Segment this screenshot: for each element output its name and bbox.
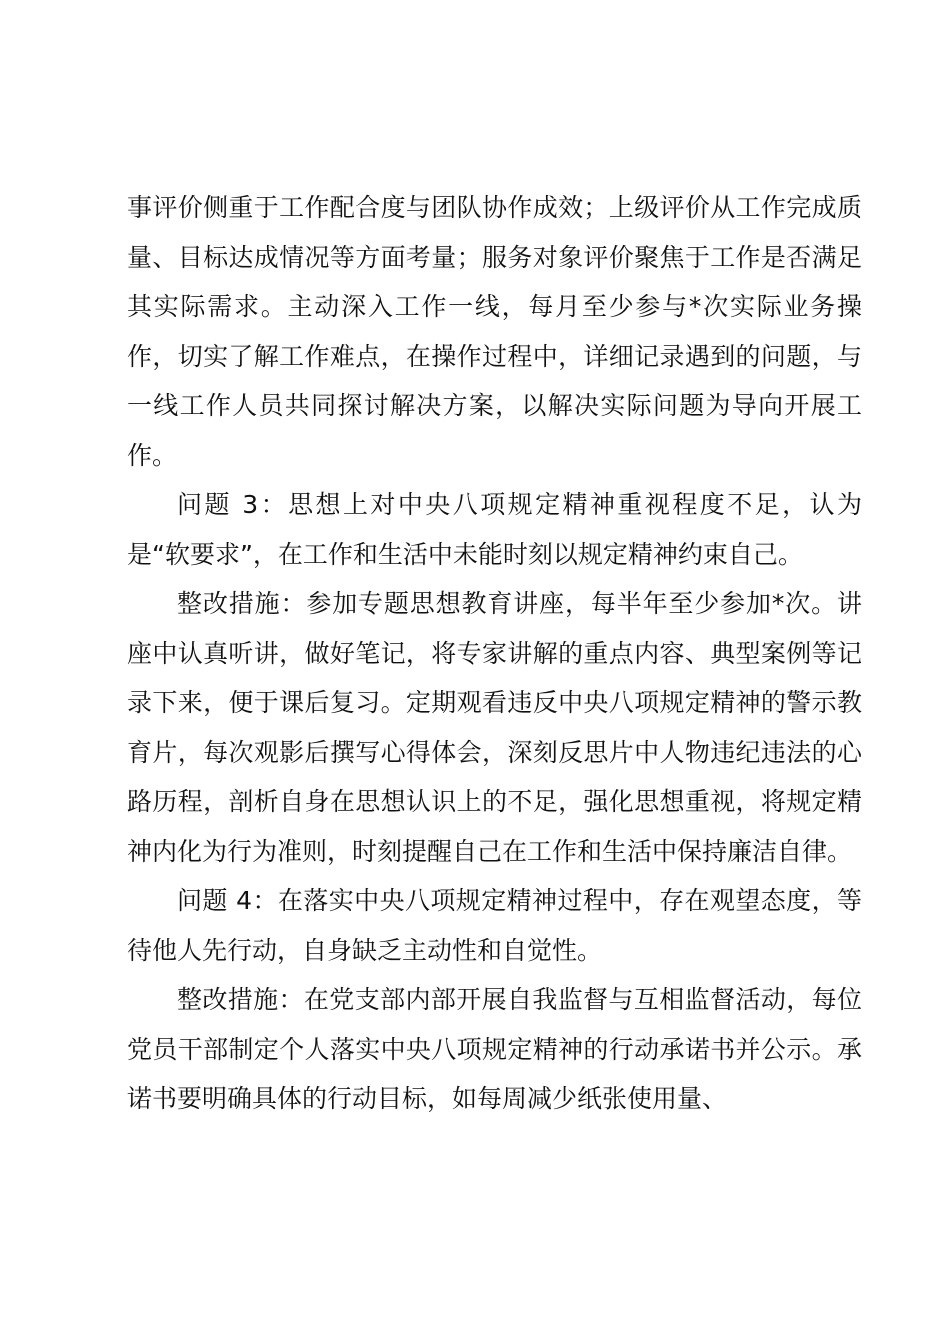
paragraph-issue-4: 问题 4：在落实中央八项规定精神过程中，存在观望态度，等待他人先行动，自身缺乏主动性和自觉性。	[127, 886, 862, 965]
document-body	[127, 183, 862, 1124]
paragraph-remedy-3: 整改措施：参加专题思想教育讲座，每半年至少参加*次。讲座中认真听讲，做好笔记，将专家讲解的重点内容、典型案例等记录下来，便于课后复习。定期观看违反中央八项规定精神的警示教育片，每次观影后撰写心得体会，深刻反思片中人物违纪违法的心路历程，剖析自身在思想认识上的不足，强化思想重视，将规定精神内化为行为准则，时刻提醒自己在工作和生活中保持廉洁自律。	[127, 589, 862, 866]
paragraph-continuation: 事评价侧重于工作配合度与团队协作成效；上级评价从工作完成质量、目标达成情况等方面考量；服务对象评价聚焦于工作是否满足其实际需求。主动深入工作一线，每月至少参与*次实际业务操作，切实了解工作难点，在操作过程中，详细记录遇到的问题，与一线工作人员共同探讨解决方案，以解决实际问题为导向开展工作。	[127, 193, 862, 470]
paragraph-issue-3: 问题 3：思想上对中央八项规定精神重视程度不足，认为是“软要求”，在工作和生活中未能时刻以规定精神约束自己。	[127, 490, 862, 569]
paragraph-remedy-4: 整改措施：在党支部内部开展自我监督与互相监督活动，每位党员干部制定个人落实中央八项规定精神的行动承诺书并公示。承诺书要明确具体的行动目标，如每周减少纸张使用量、	[127, 985, 862, 1113]
